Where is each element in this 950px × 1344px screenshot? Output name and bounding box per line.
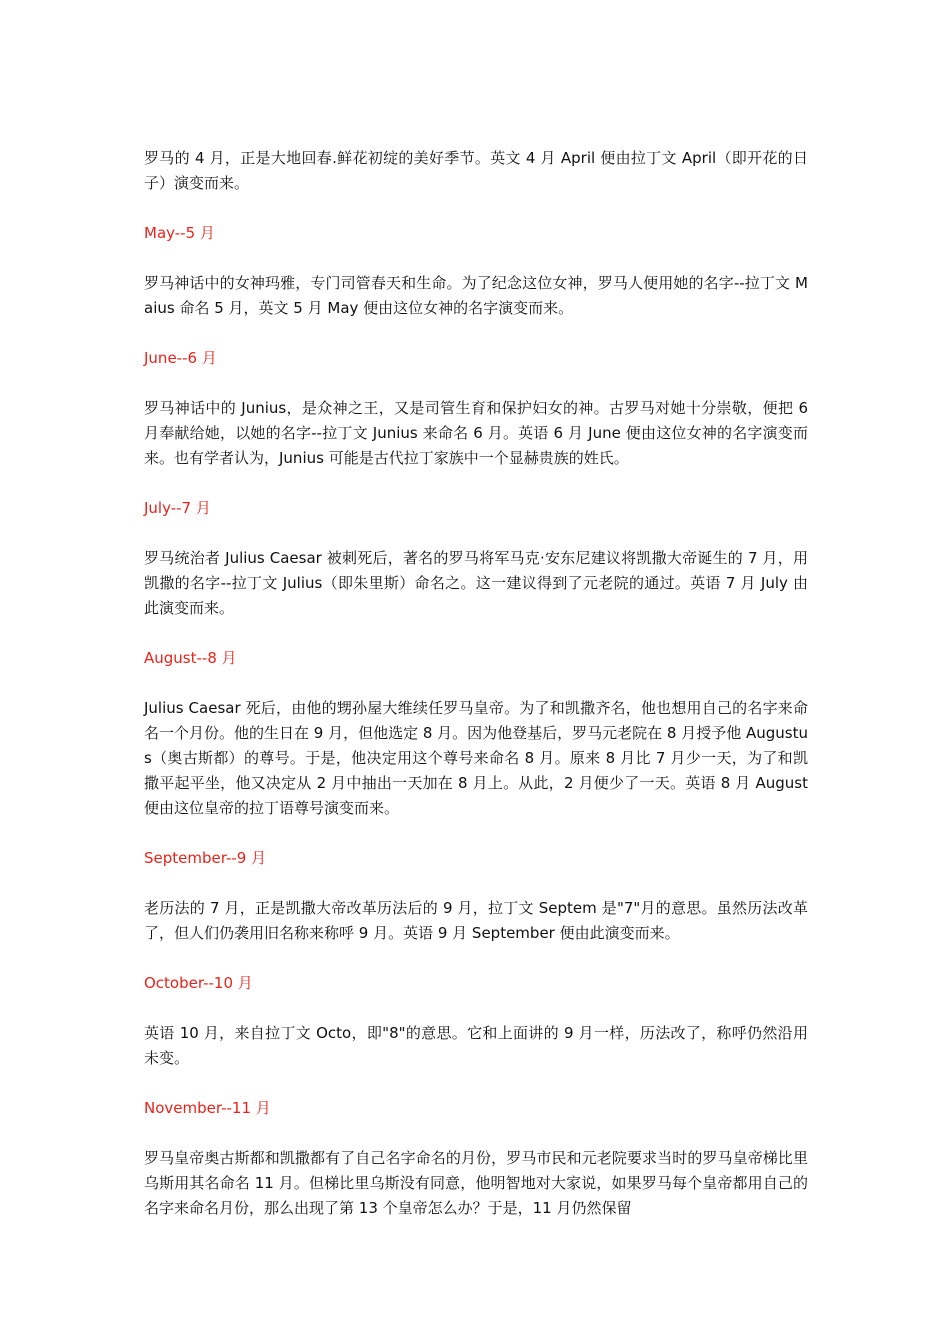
paragraph-june: 罗马神话中的 Junius，是众神之王，又是司管生育和保护妇女的神。古罗马对她十分崇敬，便把 6 月奉献给她，以她的名字--拉丁文 Junius 来命名 6 月。英语 6 月 June 便由这位女神的名字演变而来。也有学者认为，Junius 可能是古代拉丁家族中一个显赫贵族的姓氏。 <box>144 399 808 467</box>
spacer <box>144 471 808 496</box>
spacer <box>144 946 808 971</box>
document-page <box>144 146 808 1221</box>
spacer <box>144 246 808 271</box>
paragraph-april: 罗马的 4 月，正是大地回春.鲜花初绽的美好季节。英文 4 月 April 便由拉丁文 April（即开花的日子）演变而来。 <box>144 149 808 192</box>
heading-september: September--9 月 <box>144 849 267 867</box>
spacer <box>144 1121 808 1146</box>
paragraph-may: 罗马神话中的女神玛雅，专门司管春天和生命。为了纪念这位女神，罗马人便用她的名字--拉丁文 Maius 命名 5 月，英文 5 月 May 便由这位女神的名字演变而来。 <box>144 274 808 317</box>
spacer <box>144 321 808 346</box>
spacer <box>144 1071 808 1096</box>
heading-august: August--8 月 <box>144 649 237 667</box>
heading-july: July--7 月 <box>144 499 211 517</box>
spacer <box>144 196 808 221</box>
paragraph-august: Julius Caesar 死后，由他的甥孙屋大维续任罗马皇帝。为了和凯撒齐名，他也想用自己的名字来命名一个月份。他的生日在 9 月，但他选定 8 月。因为他登基后，罗马元老院在 8 月授予他 Augustus（奥古斯都）的尊号。于是，他决定用这个尊号来命名 8 月。原来 8 月比 7 月少一天，为了和凯撒平起平坐，他又决定从 2 月中抽出一天加在 8 月上。从此，2 月便少了一天。英语 8 月 August 便由这位皇帝的拉丁语尊号演变而来。 <box>144 699 809 817</box>
paragraph-july: 罗马统治者 Julius Caesar 被刺死后，著名的罗马将军马克·安东尼建议将凯撒大帝诞生的 7 月，用凯撒的名字--拉丁文 Julius（即朱里斯）命名之。这一建议得到了元老院的通过。英语 7 月 July 由此演变而来。 <box>144 549 808 617</box>
spacer <box>144 521 808 546</box>
spacer <box>144 671 808 696</box>
heading-may: May--5 月 <box>144 224 215 242</box>
spacer <box>144 371 808 396</box>
paragraph-november: 罗马皇帝奥古斯都和凯撒都有了自己名字命名的月份，罗马市民和元老院要求当时的罗马皇帝梯比里乌斯用其名命名 11 月。但梯比里乌斯没有同意，他明智地对大家说，如果罗马每个皇帝都用自己的名字来命名月份，那么出现了第 13 个皇帝怎么办？于是，11 月仍然保留 <box>144 1149 808 1217</box>
spacer <box>144 821 808 846</box>
spacer <box>144 621 808 646</box>
heading-june: June--6 月 <box>144 349 217 367</box>
spacer <box>144 871 808 896</box>
heading-october: October--10 月 <box>144 974 253 992</box>
paragraph-september: 老历法的 7 月，正是凯撒大帝改革历法后的 9 月，拉丁文 Septem 是"7"月的意思。虽然历法改革了，但人们仍袭用旧名称来称呼 9 月。英语 9 月 September 便由此演变而来。 <box>144 899 808 942</box>
spacer <box>144 996 808 1021</box>
heading-november: November--11 月 <box>144 1099 271 1117</box>
paragraph-october: 英语 10 月，来自拉丁文 Octo，即"8"的意思。它和上面讲的 9 月一样，历法改了，称呼仍然沿用未变。 <box>144 1024 808 1067</box>
